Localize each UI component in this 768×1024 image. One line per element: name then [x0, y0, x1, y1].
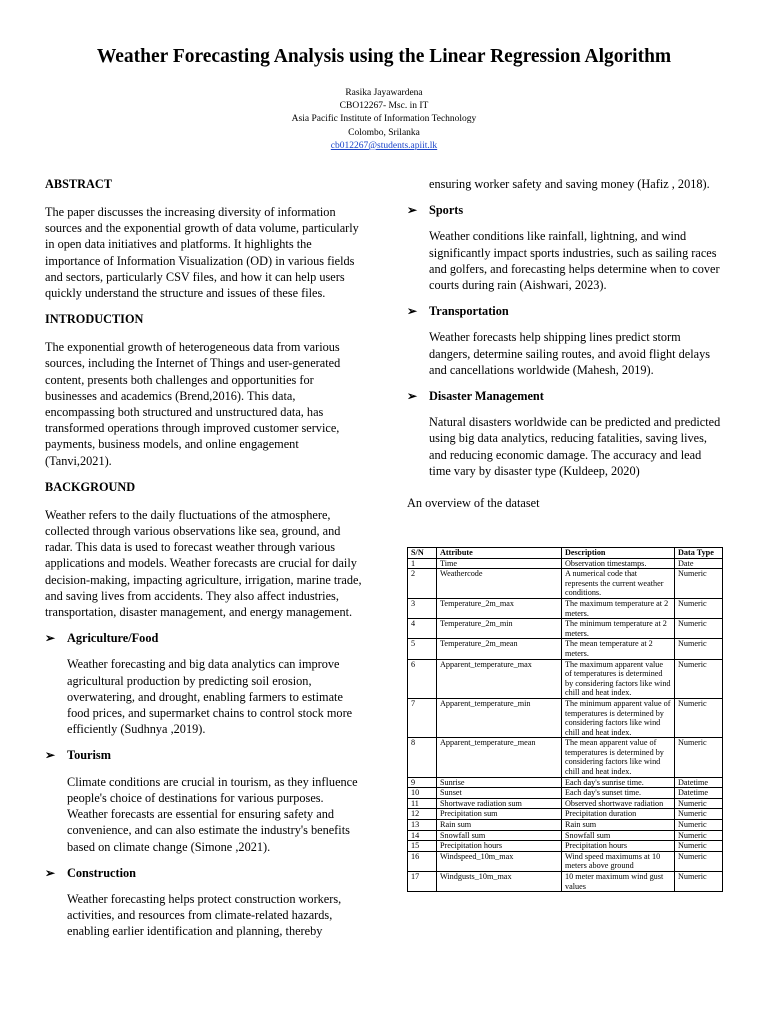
table-cell: 10 meter maximum wind gust values [562, 872, 675, 892]
table-cell: Snowfall sum [562, 830, 675, 841]
table-row [408, 809, 723, 820]
table-cell: Datetime [675, 788, 723, 799]
background-heading: BACKGROUND [45, 479, 136, 494]
table-row [408, 558, 723, 569]
introduction-text: The exponential growth of heterogeneous data from various sources, including the Internet of Things and user-generated content, presents both challenges and opportunities for businesses and academics (Brend,2016). This data, encompassing both structured and unstructured data, has transformed operations through improved customer service, payments, business models, and online engagement (Tanvi,2021). [45, 340, 341, 468]
table-cell: 7 [408, 698, 437, 737]
table-row [408, 598, 723, 618]
arrow-bullet-icon: ➢ [45, 748, 56, 763]
table-cell: 1 [408, 558, 437, 569]
table-cell: Numeric [675, 830, 723, 841]
table-cell: Date [675, 558, 723, 569]
table-cell: 16 [408, 851, 437, 871]
table-header-cell: Attribute [437, 548, 562, 559]
table-cell: 2 [408, 569, 437, 599]
table-cell: Rain sum [562, 820, 675, 831]
bullet-title: Construction [67, 865, 137, 880]
arrow-bullet-icon: ➢ [45, 865, 56, 880]
table-cell: A numerical code that represents the current weather conditions. [562, 569, 675, 599]
table-row [408, 619, 723, 639]
table-cell: Numeric [675, 738, 723, 777]
bullet-agriculture [45, 630, 363, 646]
table-cell: Numeric [675, 841, 723, 852]
table-cell: The mean apparent value of temperatures is determined by considering factors like wind chill and heat index. [562, 738, 675, 777]
bullet-title: Agriculture/Food [67, 631, 159, 646]
table-cell: Numeric [675, 598, 723, 618]
bullet-title: Tourism [67, 748, 111, 763]
table-cell: 10 [408, 788, 437, 799]
bullet-title: Transportation [429, 304, 509, 319]
table-cell: Snowfall sum [437, 830, 562, 841]
table-cell: Time [437, 558, 562, 569]
table-row [408, 639, 723, 659]
bullet-text: Weather forecasts help shipping lines predict storm dangers, determine sailing routes, and avoid flight delays and cancellations worldwide (Mahesh, 2019). [429, 330, 711, 377]
table-cell: 14 [408, 830, 437, 841]
abstract-heading: ABSTRACT [45, 177, 112, 191]
table-cell: Apparent_temperature_min [437, 698, 562, 737]
table-cell: Numeric [675, 619, 723, 639]
table-header-cell: Data Type [675, 548, 723, 559]
table-cell: 5 [408, 639, 437, 659]
table-row [408, 777, 723, 788]
table-cell: Observed shortwave radiation [562, 798, 675, 809]
bullet-text: Climate conditions are crucial in tourism, as they influence people's choice of destinations for various purposes. Weather forecasts are essential for ensuring safety and convenience, and can also estimate the industry's benefits based on climate change (Simone ,2021). [67, 774, 358, 854]
table-cell: 17 [408, 872, 437, 892]
table-cell: The maximum temperature at 2 meters. [562, 598, 675, 618]
bullet-transportation [407, 303, 723, 319]
table-cell: Numeric [675, 659, 723, 698]
table-row [408, 569, 723, 599]
bullet-tourism [45, 747, 363, 763]
table-row [408, 698, 723, 737]
table-cell: 4 [408, 619, 437, 639]
author-id: CBO12267- Msc. in IT [339, 101, 429, 112]
table-cell: Observation timestamps. [562, 558, 675, 569]
left-column [45, 176, 363, 950]
table-header-cell: Description [562, 548, 675, 559]
table-cell: Numeric [675, 639, 723, 659]
table-body [408, 558, 723, 892]
arrow-bullet-icon: ➢ [407, 203, 418, 218]
table-cell: Numeric [675, 569, 723, 599]
dataset-overview-caption: An overview of the dataset [407, 496, 540, 511]
table-cell: The maximum apparent value of temperatures is determined by considering factors like wind chill and heat index. [562, 659, 675, 698]
table-row [408, 851, 723, 871]
table-row [408, 830, 723, 841]
table-header-cell: S/N [408, 548, 437, 559]
table-row [408, 738, 723, 777]
table-cell: 12 [408, 809, 437, 820]
table-cell: Temperature_2m_max [437, 598, 562, 618]
author-block [0, 87, 768, 153]
table-cell: 9 [408, 777, 437, 788]
arrow-bullet-icon: ➢ [407, 389, 418, 404]
bullet-construction [45, 865, 363, 881]
table-header-row [408, 548, 723, 559]
bullet-text: Weather forecasting and big data analytics can improve agricultural production by predicting soil erosion, overwatering, and drought, enabling farmers to estimate food prices, and supermarket chains to control stock more efficiently (Sudhnya ,2019). [67, 657, 353, 737]
author-location: Colombo, Srilanka [348, 127, 420, 138]
table-row [408, 820, 723, 831]
paper-title: Weather Forecasting Analysis using the Linear Regression Algorithm [96, 46, 672, 67]
table-cell: 3 [408, 598, 437, 618]
bullet-text: Weather conditions like rainfall, lightning, and wind significantly impact sports industries, such as sailing races and golfers, and forecasting helps determine when to cover courts during rain (Aishwari, 2023). [429, 229, 720, 293]
table-cell: Weathercode [437, 569, 562, 599]
bullet-title: Sports [429, 203, 464, 218]
author-name: Rasika Jayawardena [345, 88, 423, 98]
bullet-text: Weather forecasting helps protect construction workers, activities, and resources from climate-related hazards, enabling earlier identification and planning, thereby [67, 891, 342, 939]
author-email-link[interactable]: cb012267@students.apiit.lk [330, 140, 438, 151]
background-text: Weather refers to the daily fluctuations of the atmosphere, collected through various observations like sea, ground, and radar. This data is used to forecast weather through various applications and models. Weather forecasts are crucial for daily decision-making, impacting agriculture, irrigation, marine trade, and saving lives from accidents. They also affect industries, transportation, disaster management, and energy management. [45, 507, 362, 620]
table-cell: The minimum apparent value of temperatures is determined by considering factors like wind chill and heat index. [562, 698, 675, 737]
table-cell: Precipitation hours [437, 841, 562, 852]
table-cell: Temperature_2m_min [437, 619, 562, 639]
bullet-text: Natural disasters worldwide can be predicted and predicted using big data analytics, reducing fatalities, saving lives, and reducing economic damage. The accuracy and lead time vary by disaster type (Kuldeep, 2020) [429, 415, 721, 478]
table-row [408, 872, 723, 892]
table-cell: Numeric [675, 820, 723, 831]
table-cell: Rain sum [437, 820, 562, 831]
table-cell: Shortwave radiation sum [437, 798, 562, 809]
bullet-sports [407, 202, 723, 218]
table-cell: 6 [408, 659, 437, 698]
bullet-disaster-management [407, 388, 723, 404]
table-row [408, 798, 723, 809]
table-cell: Windspeed_10m_max [437, 851, 562, 871]
table-cell: Numeric [675, 872, 723, 892]
table-cell: The minimum temperature at 2 meters. [562, 619, 675, 639]
introduction-heading: INTRODUCTION [45, 312, 144, 327]
table-cell: Numeric [675, 851, 723, 871]
table-cell: Numeric [675, 698, 723, 737]
table-cell: Apparent_temperature_mean [437, 738, 562, 777]
dataset-table [407, 547, 723, 892]
construction-continued-text: ensuring worker safety and saving money (Hafiz , 2018). [429, 177, 710, 191]
table-cell: 8 [408, 738, 437, 777]
arrow-bullet-icon: ➢ [45, 631, 56, 646]
table-cell: Temperature_2m_mean [437, 639, 562, 659]
table-cell: 15 [408, 841, 437, 852]
table-cell: Precipitation hours [562, 841, 675, 852]
table-cell: Each day's sunset time. [562, 788, 675, 799]
table-cell: Each day's sunrise time. [562, 777, 675, 788]
table-cell: Windgusts_10m_max [437, 872, 562, 892]
table-cell: The mean temperature at 2 meters. [562, 639, 675, 659]
table-row [408, 788, 723, 799]
table-cell: 13 [408, 820, 437, 831]
table-cell: Wind speed maximums at 10 meters above ground [562, 851, 675, 871]
author-institute: Asia Pacific Institute of Information Technology [291, 114, 477, 125]
abstract-text: The paper discusses the increasing diversity of information sources and the exponential growth of data volume, particularly in open data initiatives and platforms. It highlights the importance of Information Visualization (OD) in various fields and sectors, particularly CSV files, and how it can help users quickly understand the structure and issues of these files. [45, 205, 359, 301]
table-cell: Sunset [437, 788, 562, 799]
arrow-bullet-icon: ➢ [407, 304, 418, 319]
table-cell: Precipitation sum [437, 809, 562, 820]
table-cell: Apparent_temperature_max [437, 659, 562, 698]
table-cell: Numeric [675, 809, 723, 820]
bullet-title: Disaster Management [429, 389, 544, 404]
table-cell: 11 [408, 798, 437, 809]
table-cell: Datetime [675, 777, 723, 788]
table-cell: Sunrise [437, 777, 562, 788]
table-cell: Numeric [675, 798, 723, 809]
table-row [408, 841, 723, 852]
table-cell: Precipitation duration [562, 809, 675, 820]
right-column [407, 176, 723, 525]
table-row [408, 659, 723, 698]
